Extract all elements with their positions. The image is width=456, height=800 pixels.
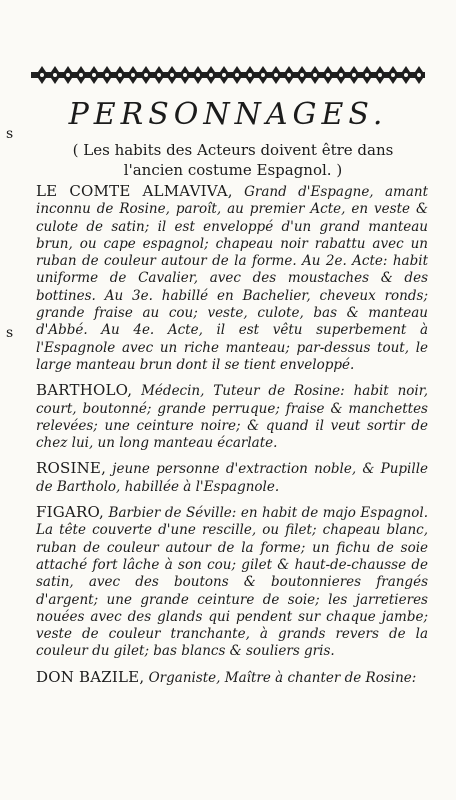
character-description: Médecin, Tuteur de Rosine: habit noir, court, boutonné; grande perruque; fraise & manchettes relevées; une ceinture noire; & quand il veut sortir de chez lui, un long manteau écarlate.	[36, 383, 428, 452]
ornament-dot	[300, 73, 304, 77]
ornament-dot	[248, 73, 252, 77]
ornament-dot	[92, 73, 96, 77]
character-name: FIGARO,	[36, 503, 105, 522]
ornament-dot	[79, 73, 83, 77]
ornamental-border	[28, 60, 428, 90]
ornament-dot	[40, 73, 44, 77]
character-entry	[36, 669, 428, 687]
ornament-dot	[53, 73, 57, 77]
margin-mark: s	[6, 325, 14, 341]
ornament-dot	[66, 73, 70, 77]
ornament-dot	[274, 73, 278, 77]
character-description: Grand d'Espagne, amant inconnu de Rosine, paroît, au premier Acte, en veste & culote de satin; il est enveloppé d'un grand manteau brun, ou cape espagnol; chapeau noir rabattu avec un ruban de couleur autour de la forme. Au 2e. Acte: habit uniforme de Cavalier, avec des moustaches & des bottines. Au 3e. habillé en Bachelier, cheveux ronds; grande fraise au cou; veste, culote, bas & manteau d'Abbé. Au 4e. Acte, il est vêtu superbement à l'Espagnole avec un riche manteau; par-dessus tout, le large manteau brun dont il se tient enveloppé.	[36, 184, 429, 373]
ornament-dot	[118, 73, 122, 77]
character-entry	[36, 460, 428, 496]
ornament-dot	[105, 73, 109, 77]
ornament-dot	[417, 73, 421, 77]
character-list	[36, 183, 428, 695]
ornament-dot	[170, 73, 174, 77]
ornament-dot	[339, 73, 343, 77]
ornament-dot	[222, 73, 226, 77]
margin-mark: s	[6, 126, 14, 142]
ornament-dot	[404, 73, 408, 77]
ornament-dot	[261, 73, 265, 77]
ornament-dot	[196, 73, 200, 77]
ornament-dot	[365, 73, 369, 77]
page-subtitle: ( Les habits des Acteurs doivent être dans l'ancien costume Espagnol. )	[72, 141, 394, 179]
ornament-dot	[157, 73, 161, 77]
ornament-dot	[209, 73, 213, 77]
character-description: Organiste, Maître à chanter de Rosine:	[148, 669, 417, 686]
ornament-dot	[144, 73, 148, 77]
page-title: PERSONNAGES.	[68, 97, 388, 132]
character-name: DON BAZILE,	[36, 667, 145, 686]
character-entry	[36, 504, 428, 661]
ornament-dot	[352, 73, 356, 77]
ornament-dot	[326, 73, 330, 77]
ornament-dot	[235, 73, 239, 77]
ornament-dot	[287, 73, 291, 77]
character-description: jeune personne d'extraction noble, & Pupille de Bartholo, habillée à l'Espagnole.	[36, 461, 429, 495]
character-name: BARTHOLO,	[36, 381, 133, 400]
ornament-dot	[391, 73, 395, 77]
character-name: ROSINE,	[36, 459, 107, 478]
ornament-dot	[183, 73, 187, 77]
ornament-dot	[131, 73, 135, 77]
ornament-dot	[378, 73, 382, 77]
character-name: LE COMTE ALMAVIVA,	[36, 182, 233, 200]
ornament-dot	[313, 73, 317, 77]
character-entry	[36, 382, 428, 452]
character-description: Barbier de Séville: en habit de majo Espagnol. La tête couverte d'une rescille, ou filet; chapeau blanc, ruban de couleur autour de la forme; un fichu de soie attaché fort lâche à son cou; gilet & haut-de-chausse de satin, avec des boutons & boutonnieres frangés d'argent; une grande ceinture de soie; les jarretieres nouées avec des glands qui pendent sur chaque jambe; veste de couleur tranchante, à grands revers de la couleur du gilet; bas blancs & souliers gris.	[36, 505, 428, 660]
character-entry	[36, 183, 428, 374]
